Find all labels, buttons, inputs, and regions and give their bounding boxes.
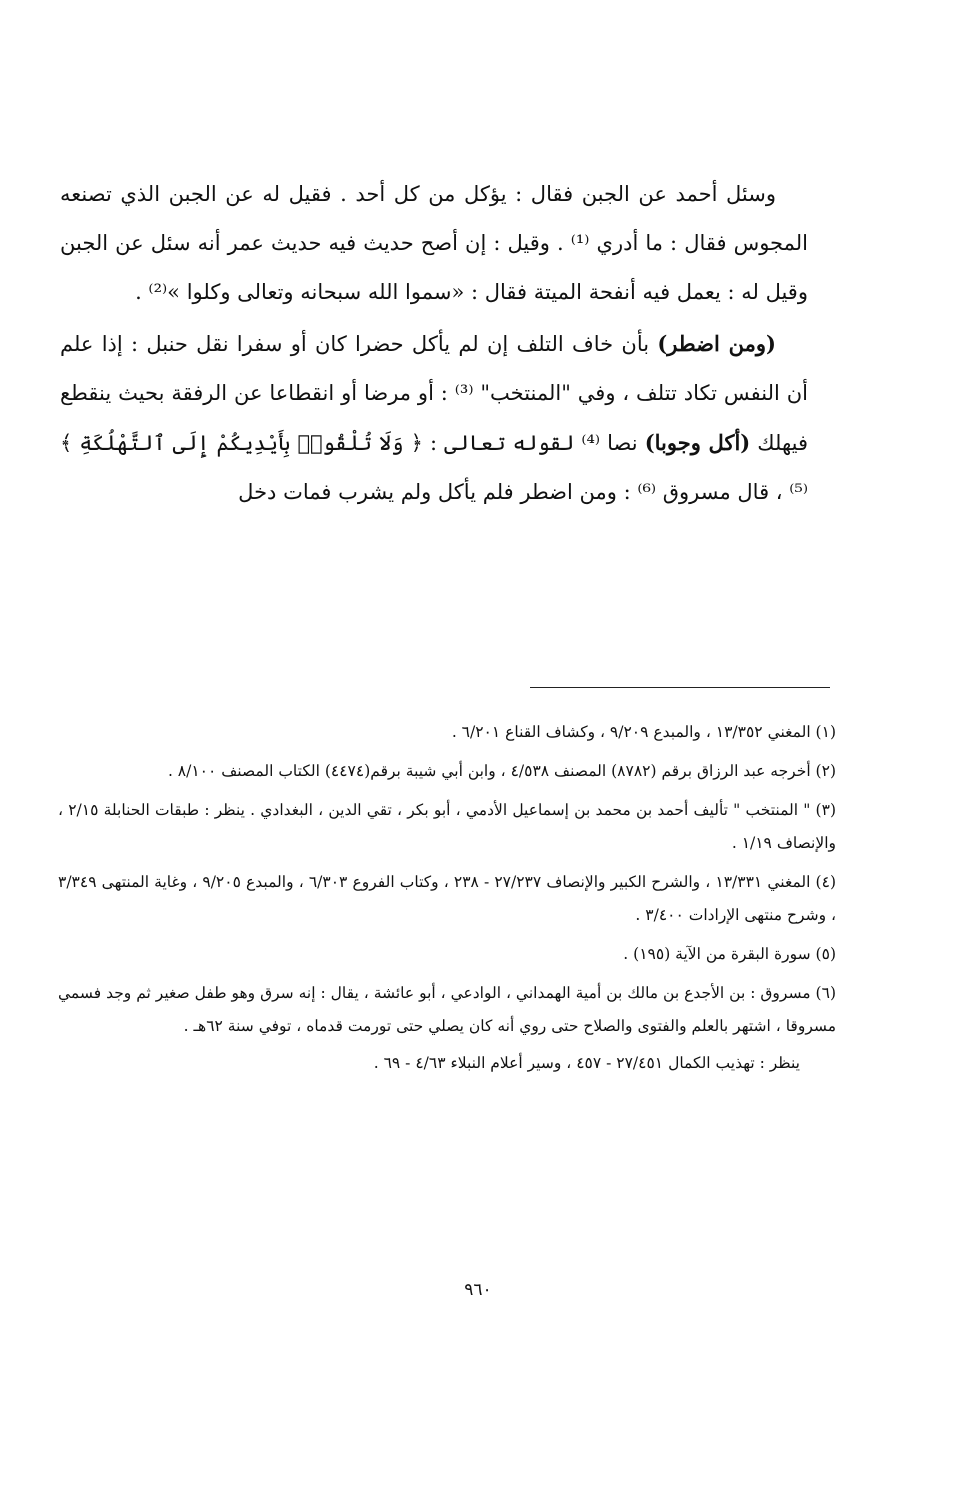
paragraph-2-text-a: بأن خاف التلف إن لم يأكل حضرا كان أو سفرا نقل حنبل : إذا علم أن النفس تكاد تتلف ، وفي "المنتخب" ⁽³⁾ : أو مرضا أو انقطاعا عن الرفقة بحيث ينقطع فيهلك bbox=[60, 332, 808, 455]
footnote-5: (٥) سورة البقرة من الآية (١٩٥) . bbox=[623, 945, 836, 963]
footnote-4: (٤) المغني ١٣/٣٣١ ، والشرح الكبير والإنصاف ٢٧/٢٣٧ - ٢٣٨ ، وكتاب الفروع ٦/٣٠٣ ، والمبدع ٩/٢٠٥ ، وغاية المنتهى ٣/٣٤٩ ، وشرح منتهى الإرادات ٣/٤٠٠ . bbox=[58, 873, 836, 924]
footnote-separator bbox=[530, 687, 830, 688]
footnotes bbox=[58, 716, 836, 1086]
footnote-3: (٣) " المنتخب " تأليف أحمد بن محمد بن إسماعيل الأدمي ، أبو بكر ، تقي الدين ، البغدادي . ينظر : طبقات الحنابلة ٢/١٥ ، والإنصاف ١/١٩ . bbox=[58, 801, 836, 852]
main-text bbox=[60, 170, 808, 519]
footnote-6-continuation: ينظر : تهذيب الكمال ٢٧/٤٥١ - ٤٥٧ ، وسير أعلام النبلاء ٤/٦٣ - ٦٩ . bbox=[373, 1054, 800, 1072]
paragraph-2-text-b: نصا ⁽⁴⁾ لقوله تعالى : ﴿ وَلَا تُلْقُوا۟ بِأَيْدِيكُمْ إِلَى ٱلتَّهْلُكَةِ ﴾ ⁽⁵⁾ ، قال مسروق ⁽⁶⁾ : ومن اضطر فلم يأكل ولم يشرب فمات دخل bbox=[60, 431, 808, 504]
footnote-2: (٢) أخرجه عبد الرزاق برقم (٨٧٨٢) المصنف ٤/٥٣٨ ، وابن أبي شيبة برقم(٤٤٧٤) الكتاب المصنف ٨/١٠٠ . bbox=[167, 762, 836, 780]
paragraph-1: وسئل أحمد عن الجبن فقال : يؤكل من كل أحد . فقيل له عن الجبن الذي تصنعه المجوس فقال : ما أدري ⁽¹⁾ . وقيل : إن أصح حديث فيه حديث عمر أنه سئل عن الجبن وقيل له : يعمل فيه أنفحة الميتة فقال : «سموا الله سبحانه وتعالى وكلوا »⁽²⁾ . bbox=[60, 182, 808, 304]
footnote-6: (٦) مسروق : بن الأجدع بن مالك بن أمية الهمداني ، الوادعي ، أبو عائشة ، يقال : إنه سرق وهو طفل صغير ثم وجد فسمي مسروقا ، اشتهر بالعلم والفتوى والصلاح حتى روي أنه كان يصلي حتى تورمت قدماه ، توفي سنة ٦٢هـ . bbox=[58, 984, 836, 1035]
paragraph-2 bbox=[60, 319, 808, 517]
page-number: ٩٦٠ bbox=[464, 1280, 492, 1300]
footnote-1: (١) المغني ١٣/٣٥٢ ، والمبدع ٩/٢٠٩ ، وكشاف القناع ٦/٢٠١ . bbox=[451, 723, 836, 741]
matn-bold: (أكل وجوبا) bbox=[644, 430, 751, 455]
matn-lead: (ومن اضطر) bbox=[657, 331, 776, 356]
